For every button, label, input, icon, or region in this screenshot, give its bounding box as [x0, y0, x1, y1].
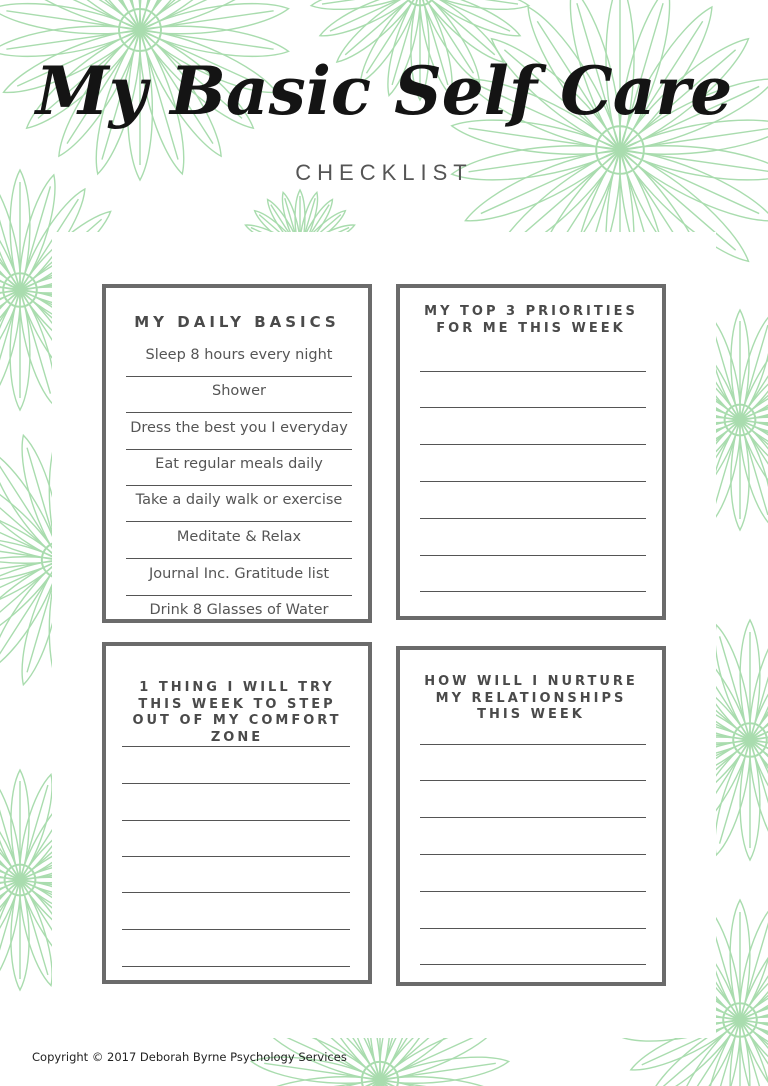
daily-item[interactable]: Drink 8 Glasses of Water: [149, 602, 329, 618]
relationship-write-line[interactable]: [420, 854, 646, 855]
relationship-write-line[interactable]: [420, 891, 646, 892]
daily-item[interactable]: Take a daily walk or exercise: [126, 485, 352, 522]
copyright-footer: Copyright © 2017 Deborah Byrne Psychology Services: [32, 1050, 347, 1064]
relationships-heading-line: THIS WEEK: [477, 707, 585, 722]
relationship-write-line[interactable]: [420, 817, 646, 818]
daily-item[interactable]: Journal Inc. Gratitude list: [126, 559, 352, 596]
priorities-box: [396, 284, 666, 620]
daily-item[interactable]: Eat regular meals daily: [126, 449, 352, 486]
priority-write-line[interactable]: [420, 407, 646, 408]
comfort-zone-heading-line: OUT OF MY COMFORT: [132, 713, 342, 728]
relationships-box: [396, 646, 666, 986]
page-title: My Basic Self Care: [35, 52, 733, 130]
priority-write-line[interactable]: [420, 371, 646, 372]
priority-write-line[interactable]: [420, 518, 646, 519]
comfort-zone-heading-line: ZONE: [210, 729, 264, 745]
daily-item[interactable]: Sleep 8 hours every night: [126, 340, 352, 377]
daily-item[interactable]: Dress the best you I everyday: [126, 413, 352, 450]
daily-basics-heading: MY DAILY BASICS: [134, 313, 340, 331]
priority-write-line[interactable]: [420, 555, 646, 556]
priorities-heading-line: FOR ME THIS WEEK: [436, 320, 626, 336]
comfort-zone-write-line[interactable]: [122, 820, 350, 821]
relationships-heading: [400, 674, 662, 724]
relationship-write-line[interactable]: [420, 780, 646, 781]
relationships-heading-line: MY RELATIONSHIPS: [435, 690, 627, 706]
priorities-heading: [400, 304, 662, 337]
relationship-write-line[interactable]: [420, 744, 646, 745]
comfort-zone-write-line[interactable]: [122, 746, 350, 747]
priority-write-line[interactable]: [420, 591, 646, 592]
comfort-zone-write-line[interactable]: [122, 856, 350, 857]
daily-item[interactable]: Meditate & Relax: [126, 522, 352, 559]
comfort-zone-write-line[interactable]: [122, 892, 350, 893]
page-subtitle: CHECKLIST: [295, 160, 473, 185]
comfort-zone-heading-line: 1 THING I WILL TRY: [139, 680, 335, 695]
daily-item[interactable]: Shower: [126, 376, 352, 413]
comfort-zone-box: [102, 642, 372, 984]
relationship-write-line[interactable]: [420, 964, 646, 965]
relationships-heading-line: HOW WILL I NURTURE: [424, 674, 638, 689]
daily-basics-box: [102, 284, 372, 623]
priority-write-line[interactable]: [420, 444, 646, 445]
comfort-zone-heading: [106, 680, 368, 746]
priority-write-line[interactable]: [420, 481, 646, 482]
comfort-zone-write-line[interactable]: [122, 929, 350, 930]
comfort-zone-write-line[interactable]: [122, 783, 350, 784]
comfort-zone-write-line[interactable]: [122, 966, 350, 967]
comfort-zone-heading-line: THIS WEEK TO STEP: [138, 696, 336, 712]
relationship-write-line[interactable]: [420, 928, 646, 929]
priorities-heading-line: MY TOP 3 PRIORITIES: [424, 304, 638, 319]
